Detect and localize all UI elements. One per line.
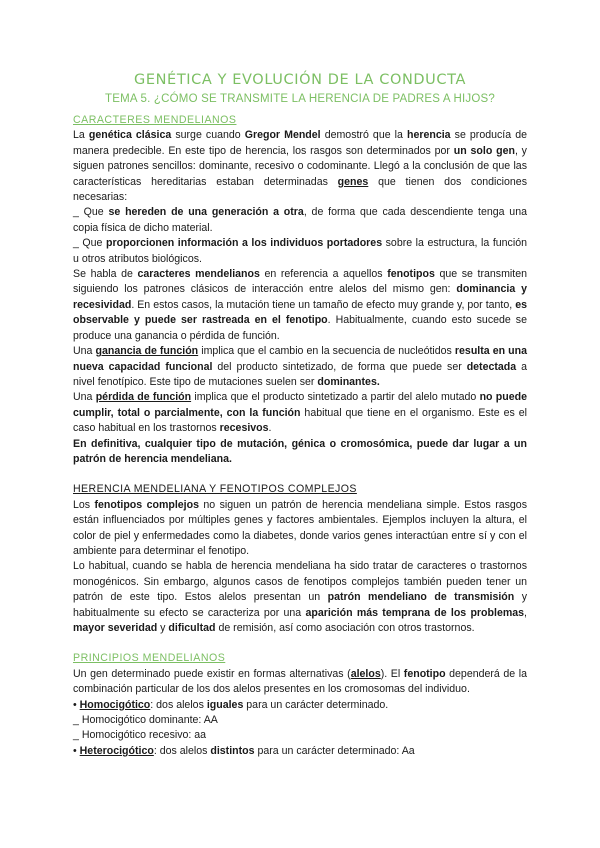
- section-heading-herencia-mendeliana: HERENCIA MENDELIANA Y FENOTIPOS COMPLEJOS: [73, 483, 357, 496]
- bullet-heterocigotico: • Heterocigótico: dos alelos distintos para un carácter determinado: Aa: [73, 744, 415, 757]
- section-heading-caracteres-mendelianos: CARACTERES MENDELIANOS: [73, 114, 237, 126]
- paragraph-genetica-clasica: La genética clásica surge cuando Gregor Mendel demostró que la herencia se producía de manera predecible. En este tipo de herencia, los rasgos son determinados por un solo gen, y siguen patrones sencillos: dominante, recesivo o codominante. Llegó a la conclusión de que las características hereditarias estaban determinadas genes que tienen dos condiciones necesarias:: [73, 129, 527, 204]
- paragraph-monogenicos: Lo habitual, cuando se habla de herencia mendeliana ha sido tratar de caracteres o trastornos monogénicos. Sin embargo, algunos casos de fenotipos complejos también pueden tener un patrón de este tipo. Estos alelos presentan un patrón mendeliano de transmisión y habitualmente su efecto se caracteriza por una aparición más temprana de los problemas, mayor severidad y dificultad de remisión, así como asociación con otros trastornos.: [73, 560, 527, 634]
- condition-item-1: _ Que se hereden de una generación a otra, de forma que cada descendiente tenga una copia física de dicho material.: [73, 206, 527, 234]
- document-title: GENÉTICA Y EVOLUCIÓN DE LA CONDUCTA: [134, 72, 466, 88]
- paragraph-alelos: Un gen determinado puede existir en formas alternativas (alelos). El fenotipo dependerá de la combinación particular de los dos alelos presentes en los cromosomas del individuo.: [73, 667, 527, 696]
- document-subtitle: TEMA 5. ¿CÓMO SE TRANSMITE LA HERENCIA DE PADRES A HIJOS?: [105, 93, 495, 105]
- bullet-homocigotico: • Homocigótico: dos alelos iguales para un carácter determinado.: [73, 698, 389, 711]
- sub-item-homocigotico-recesivo: _ Homocigótico recesivo: aa: [73, 729, 207, 742]
- sub-item-homocigotico-dominante: _ Homocigótico dominante: AA: [73, 714, 218, 727]
- document-body: [73, 113, 527, 759]
- paragraph-perdida-funcion: Una pérdida de función implica que el producto sintetizado a partir del alelo mutado no puede cumplir, total o parcialmente, con la función habitual que tiene en el organismo. Este es el caso habitual en los trastornos recesivos.: [73, 391, 527, 435]
- paragraph-caracteres-mendelianos: Se habla de caracteres mendelianos en referencia a aquellos fenotipos que se transmiten siguiendo los patrones clásicos de interacción entre alelos del mismo gen: dominancia y recesividad. En estos casos, la mutación tiene un tamaño de efecto muy grande y, por tanto, es observable y puede ser rastreada en el fenotipo. Habitualmente, cuando esto sucede se produce una ganancia o pérdida de función.: [73, 268, 528, 342]
- section-heading-principios-mendelianos: PRINCIPIOS MENDELIANOS: [73, 652, 226, 665]
- paragraph-conclusion: En definitiva, cualquier tipo de mutación, génica o cromosómica, puede dar lugar a un patrón de herencia mendeliana.: [73, 437, 527, 465]
- condition-item-2: _ Que proporcionen información a los individuos portadores sobre la estructura, la función u otros atributos biológicos.: [73, 237, 527, 265]
- paragraph-fenotipos-complejos: Los fenotipos complejos no siguen un patrón de herencia mendeliana simple. Estos rasgos están influenciados por múltiples genes y factores ambientales. Ejemplos incluyen la altura, el color de piel y enfermedades como la diabetes, donde varios genes interactúan entre sí y con el ambiente para determinar el fenotipo.: [73, 498, 527, 557]
- paragraph-ganancia-funcion: Una ganancia de función implica que el cambio en la secuencia de nucleótidos resulta en una nueva capacidad funcional del producto sintetizado, de forma que puede ser detectada a nivel fenotípico. Este tipo de mutaciones suelen ser dominantes.: [73, 345, 528, 388]
